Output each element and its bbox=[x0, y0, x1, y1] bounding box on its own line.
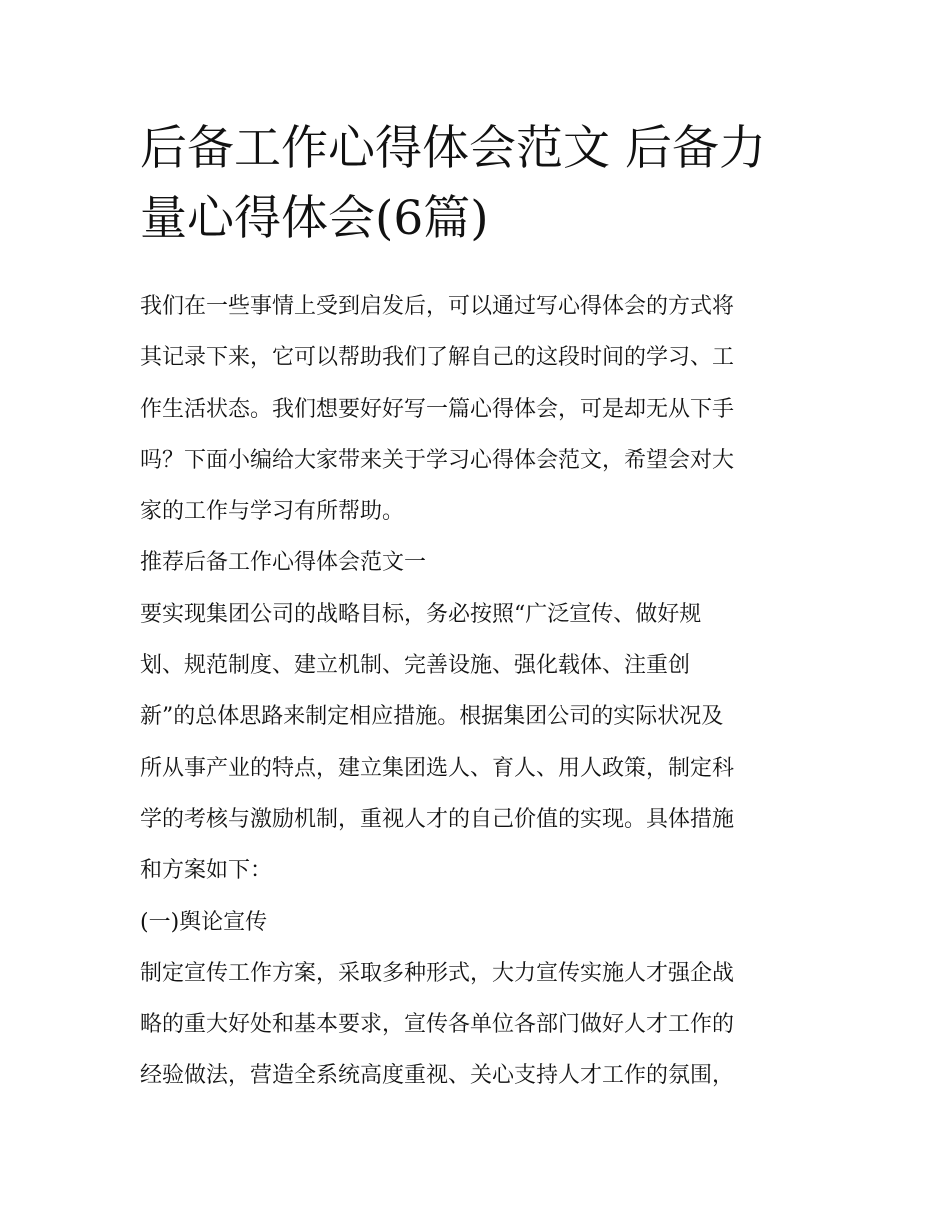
text-line: 新”的总体思路来制定相应措施。根据集团公司的实际状况及 bbox=[140, 704, 724, 730]
text-line: 我们在一些事情上受到启发后，可以通过写心得体会的方式将 bbox=[140, 294, 735, 319]
text-line: 所从事产业的特点，建立集团选人、育人、用人政策，制定科 bbox=[140, 755, 735, 781]
text-line: 其记录下来，它可以帮助我们了解自己的这段时间的学习、工 bbox=[140, 345, 735, 371]
text-line: 制定宣传工作方案，采取多种形式，大力宣传实施人才强企战 bbox=[140, 960, 735, 986]
text-line: 学的考核与激励机制，重视人才的自己价值的实现。具体措施 bbox=[140, 806, 735, 832]
subsection-heading bbox=[140, 897, 820, 948]
text-line: 家的工作与学习有所帮助。 bbox=[140, 499, 405, 525]
text-line: 推荐后备工作心得体会范文一 bbox=[140, 550, 427, 576]
title-line-1: 后备工作心得体会范文 后备力 bbox=[140, 121, 766, 176]
title-line-2: 量心得体会(6篇) bbox=[140, 191, 489, 246]
text-line: (一)舆论宣传 bbox=[140, 909, 268, 935]
text-line: 略的重大好处和基本要求，宣传各单位各部门做好人才工作的 bbox=[140, 1012, 735, 1038]
text-line: 吗？下面小编给大家带来关于学习心得体会范文，希望会对大 bbox=[140, 447, 735, 473]
strategy-paragraph bbox=[140, 589, 820, 897]
text-line: 经验做法，营造全系统高度重视、关心支持人才工作的氛围， bbox=[140, 1063, 735, 1089]
text-line: 和方案如下： bbox=[140, 858, 273, 884]
text-line: 作生活状态。我们想要好好写一篇心得体会，可是却无从下手 bbox=[140, 396, 735, 422]
document-title bbox=[140, 114, 820, 254]
text-line: 要实现集团公司的战略目标，务必按照“广泛宣传、做好规 bbox=[140, 601, 702, 627]
section-heading bbox=[140, 537, 820, 588]
text-line: 划、规范制度、建立机制、完善设施、强化载体、注重创 bbox=[140, 653, 691, 679]
publicity-paragraph bbox=[140, 948, 820, 1102]
document-body bbox=[140, 281, 820, 1102]
intro-paragraph bbox=[140, 281, 820, 537]
